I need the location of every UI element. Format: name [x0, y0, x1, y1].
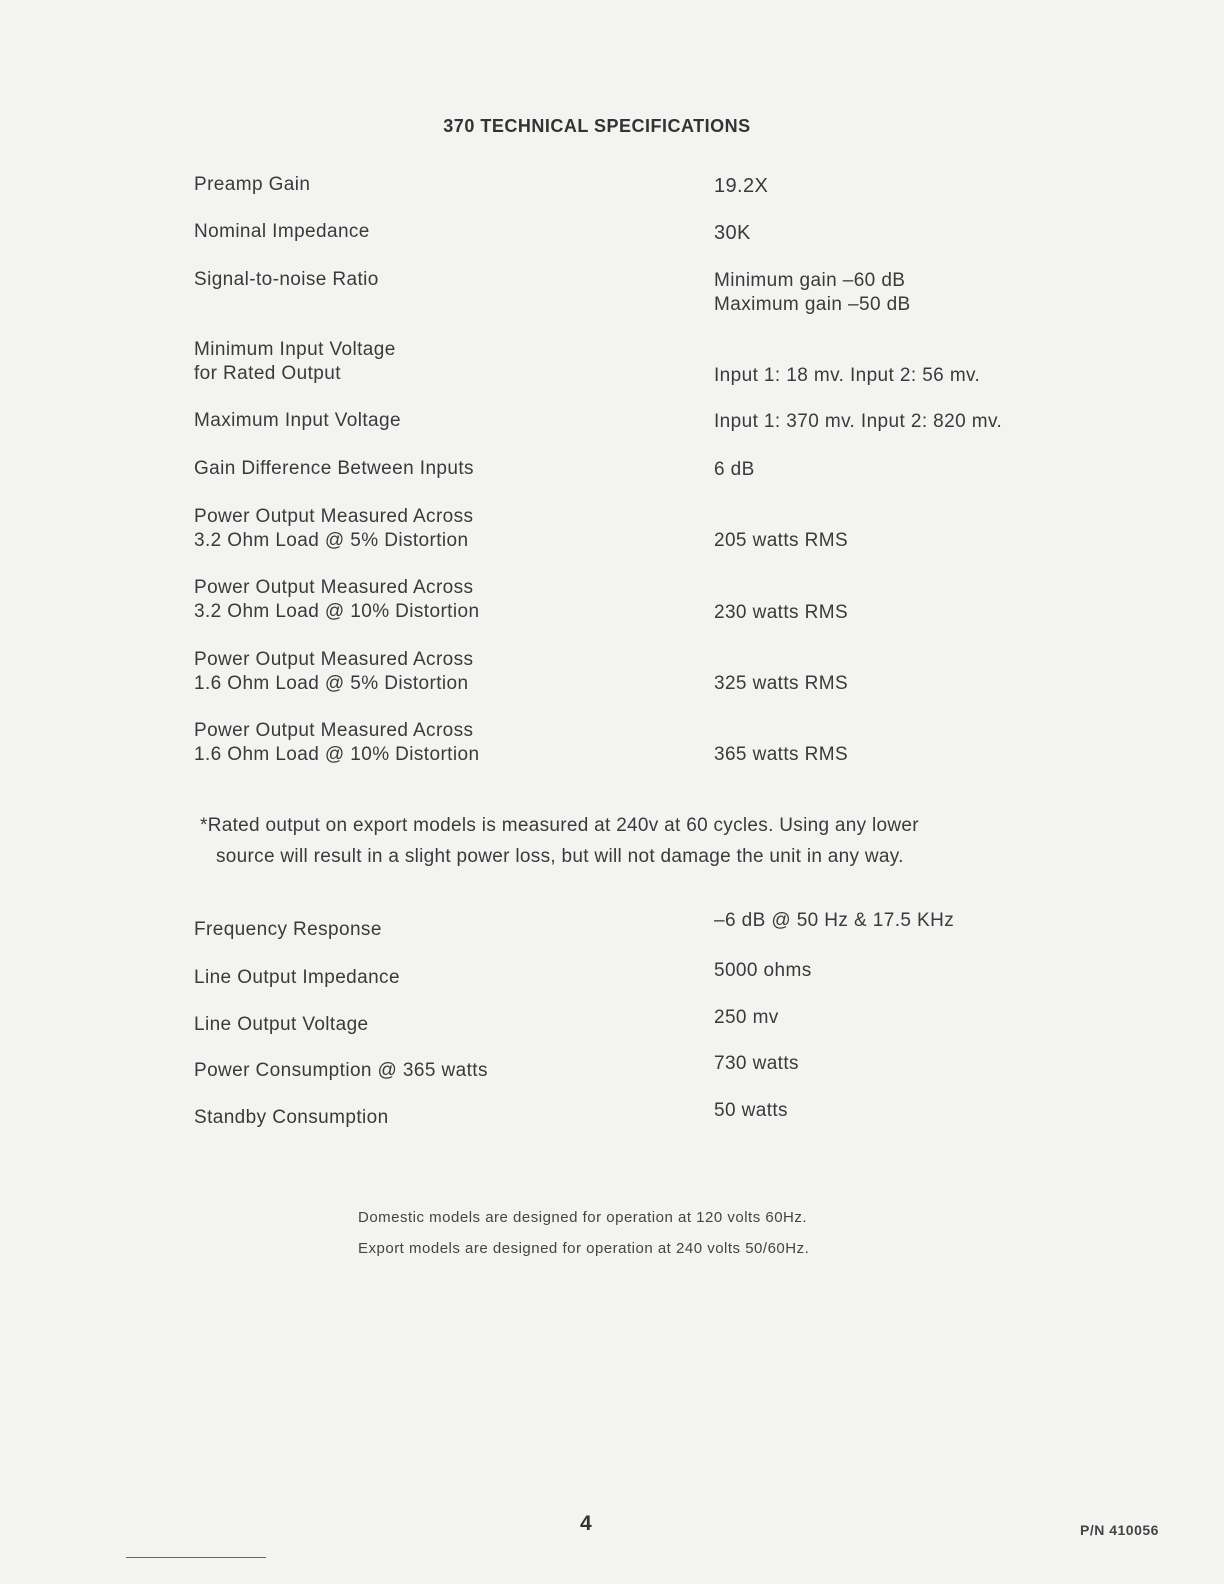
spec-value: 365 watts RMS [714, 744, 849, 765]
spec-label: 1.6 Ohm Load @ 5% Distortion [194, 673, 469, 694]
voltage-footnote: Export models are designed for operation at 240 volts 50/60Hz. [358, 1240, 810, 1257]
spec-label: Maximum Input Voltage [194, 410, 401, 431]
page-number: 4 [580, 1512, 592, 1535]
spec-label: Nominal Impedance [194, 221, 370, 242]
spec-label: 3.2 Ohm Load @ 5% Distortion [194, 530, 469, 551]
spec-label: Minimum Input Voltage [194, 339, 396, 360]
spec-value: 50 watts [714, 1100, 788, 1121]
spec-label: 1.6 Ohm Load @ 10% Distortion [194, 744, 480, 765]
spec-value: Minimum gain –60 dB [714, 270, 906, 291]
spec-value: –6 dB @ 50 Hz & 17.5 KHz [714, 910, 955, 931]
spec-label: Power Output Measured Across [194, 720, 474, 741]
rated-output-note-line: *Rated output on export models is measured at 240v at 60 cycles. Using any lower [200, 815, 919, 836]
spec-label: Power Output Measured Across [194, 649, 474, 670]
page-title: 370 TECHNICAL SPECIFICATIONS [443, 116, 751, 136]
spec-label: Power Output Measured Across [194, 577, 474, 598]
spec-label: Signal-to-noise Ratio [194, 269, 379, 290]
spec-label: Power Output Measured Across [194, 506, 474, 527]
rated-output-note-line: source will result in a slight power loss, but will not damage the unit in any way. [216, 846, 904, 867]
spec-value: 250 mv [714, 1007, 779, 1028]
spec-value: Input 1: 18 mv. Input 2: 56 mv. [714, 365, 981, 386]
spec-value: 205 watts RMS [714, 530, 849, 551]
spec-value: 6 dB [714, 459, 755, 480]
spec-label: Line Output Voltage [194, 1014, 369, 1035]
spec-label: Standby Consumption [194, 1107, 389, 1128]
spec-value: Input 1: 370 mv. Input 2: 820 mv. [714, 411, 1003, 432]
spec-label: for Rated Output [194, 363, 341, 384]
spec-value: 19.2X [714, 175, 769, 197]
bottom-rule-line [126, 1557, 266, 1558]
spec-value: 230 watts RMS [714, 602, 849, 623]
spec-label: Power Consumption @ 365 watts [194, 1060, 488, 1081]
spec-value: Maximum gain –50 dB [714, 294, 911, 315]
spec-value: 730 watts [714, 1053, 799, 1074]
part-number: P/N 410056 [1080, 1522, 1159, 1538]
spec-label: 3.2 Ohm Load @ 10% Distortion [194, 601, 480, 622]
spec-value: 5000 ohms [714, 960, 812, 981]
voltage-footnote: Domestic models are designed for operation at 120 volts 60Hz. [358, 1209, 808, 1226]
spec-label: Preamp Gain [194, 174, 311, 195]
page-sheet [4, 4, 1206, 1574]
spec-label: Gain Difference Between Inputs [194, 458, 474, 479]
spec-value: 325 watts RMS [714, 673, 849, 694]
spec-label: Frequency Response [194, 919, 382, 940]
spec-label: Line Output Impedance [194, 967, 400, 988]
spec-value: 30K [714, 222, 751, 244]
